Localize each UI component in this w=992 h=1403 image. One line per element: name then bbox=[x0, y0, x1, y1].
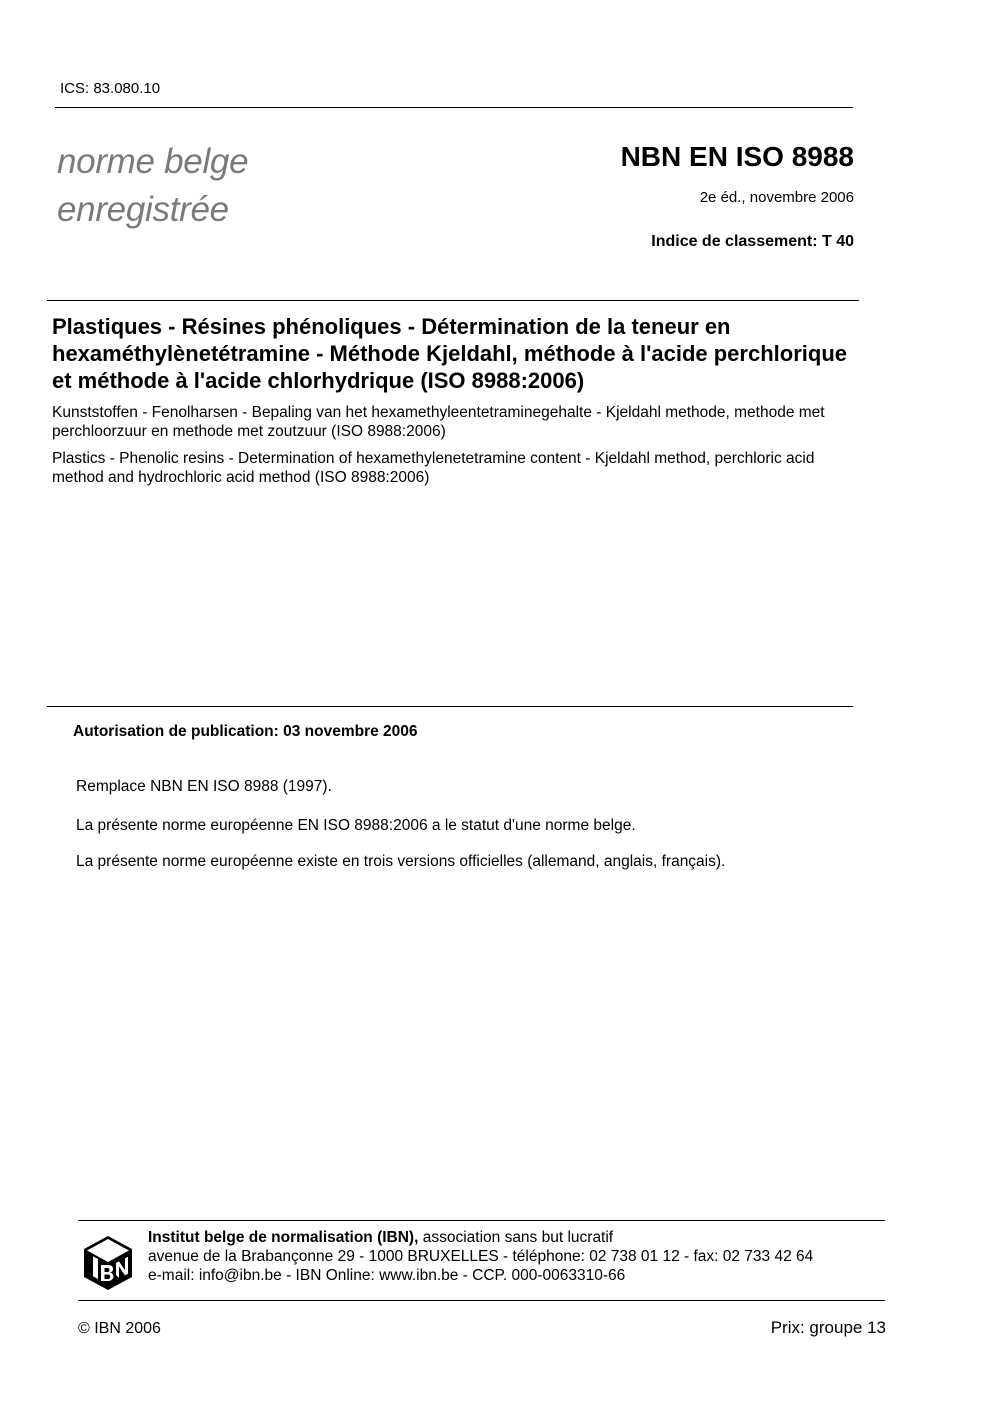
title-french: Plastiques - Résines phénoliques - Détermination de la teneur en hexaméthylènetétramine - Méthode Kjeldahl, méthode à l'acide perchlorique et méthode à l'acide chlorhydrique (ISO 8988:2006) bbox=[52, 314, 847, 393]
ics-code: ICS: 83.080.10 bbox=[60, 80, 161, 97]
classification-index: Indice de classement: T 40 bbox=[651, 233, 854, 250]
edition-date: 2e éd., novembre 2006 bbox=[699, 189, 854, 206]
standard-number: NBN EN ISO 8988 bbox=[620, 141, 854, 172]
institute-line bbox=[148, 1228, 888, 1247]
price-group: Prix: groupe 13 bbox=[770, 1318, 886, 1337]
ibn-logo-icon bbox=[83, 1235, 133, 1291]
footer-institute-info bbox=[148, 1228, 888, 1285]
footer-divider-top bbox=[78, 1220, 885, 1221]
note-replaces: Remplace NBN EN ISO 8988 (1997). bbox=[76, 778, 332, 795]
title-divider bbox=[47, 300, 859, 301]
enregistree-label: enregistrée bbox=[57, 190, 229, 229]
title-dutch: Kunststoffen - Fenolharsen - Bepaling van het hexamethyleentetraminegehalte - Kjeldahl methode, methode met perchloorzuur en methode met zoutzuur (ISO 8988:2006) bbox=[52, 404, 825, 440]
institute-description: association sans but lucratif bbox=[418, 1229, 614, 1246]
note-versions: La présente norme européenne existe en trois versions officielles (allemand, anglais, français). bbox=[76, 853, 726, 870]
footer-divider-bottom bbox=[78, 1300, 885, 1301]
title-english: Plastics - Phenolic resins - Determination of hexamethylenetetramine content - Kjeldahl method, perchloric acid method and hydrochloric acid method (ISO 8988:2006) bbox=[52, 450, 815, 486]
institute-name: Institut belge de normalisation (IBN), bbox=[148, 1229, 419, 1246]
institute-address: avenue de la Brabançonne 29 - 1000 BRUXELLES - téléphone: 02 738 01 12 - fax: 02 733 42 64 bbox=[148, 1248, 814, 1265]
institute-contact: e-mail: info@ibn.be - IBN Online: www.ibn.be - CCP. 000-0063310-66 bbox=[148, 1267, 626, 1284]
publication-authorization: Autorisation de publication: 03 novembre 2006 bbox=[73, 723, 418, 740]
norme-belge-label: norme belge bbox=[57, 142, 249, 181]
note-status: La présente norme européenne EN ISO 8988:2006 a le statut d'une norme belge. bbox=[76, 817, 636, 834]
publication-divider bbox=[47, 706, 853, 707]
header-divider bbox=[55, 107, 853, 108]
copyright: © IBN 2006 bbox=[78, 1320, 161, 1337]
